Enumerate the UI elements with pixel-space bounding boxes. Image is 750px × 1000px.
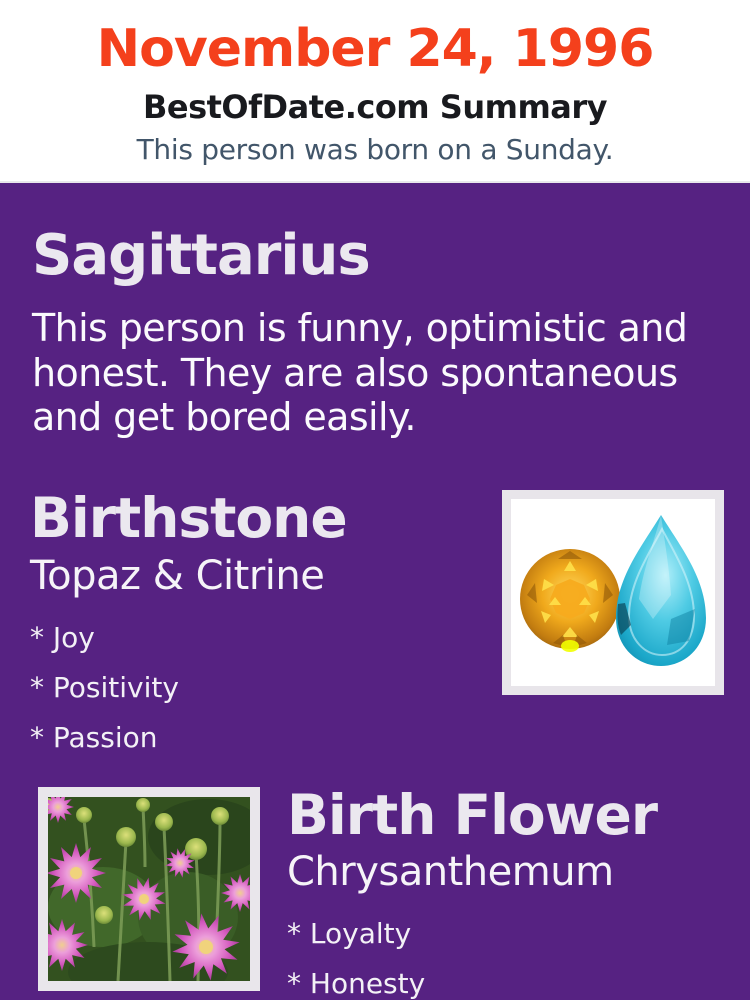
birthstone-trait: * Positivity — [30, 671, 179, 705]
summary-panel — [0, 183, 750, 1000]
birthstone-trait: * Joy — [30, 621, 95, 655]
birth-flower-title: Birth Flower — [287, 782, 657, 847]
site-summary-label: BestOfDate.com Summary — [142, 87, 608, 126]
header — [0, 0, 750, 166]
birthstone-trait: * Passion — [30, 720, 158, 754]
birthstone-names: Topaz & Citrine — [30, 553, 325, 600]
birth-flower-trait: * Honesty — [287, 967, 426, 1000]
birth-flower-text-column — [287, 782, 657, 1000]
born-on-weekday-text: This person was born on a Sunday. — [136, 132, 614, 166]
chrysanthemum-illustration — [48, 797, 250, 981]
birth-flower-name: Chrysanthemum — [287, 849, 614, 896]
zodiac-sign-title: Sagittarius — [32, 223, 370, 289]
gemstones-illustration — [511, 499, 715, 686]
birthstone-section — [30, 485, 720, 754]
page-title-date: November 24, 1996 — [96, 19, 654, 79]
birthstone-image — [502, 490, 724, 695]
zodiac-description: This person is funny, optimistic and honest. They are also spontaneous and get bored easily. — [32, 306, 688, 440]
birth-flower-section — [38, 782, 720, 1000]
birth-flower-image — [38, 787, 260, 991]
birthstone-title: Birthstone — [30, 485, 347, 550]
birthstone-text-column — [30, 485, 347, 754]
birth-flower-trait: * Loyalty — [287, 917, 412, 951]
